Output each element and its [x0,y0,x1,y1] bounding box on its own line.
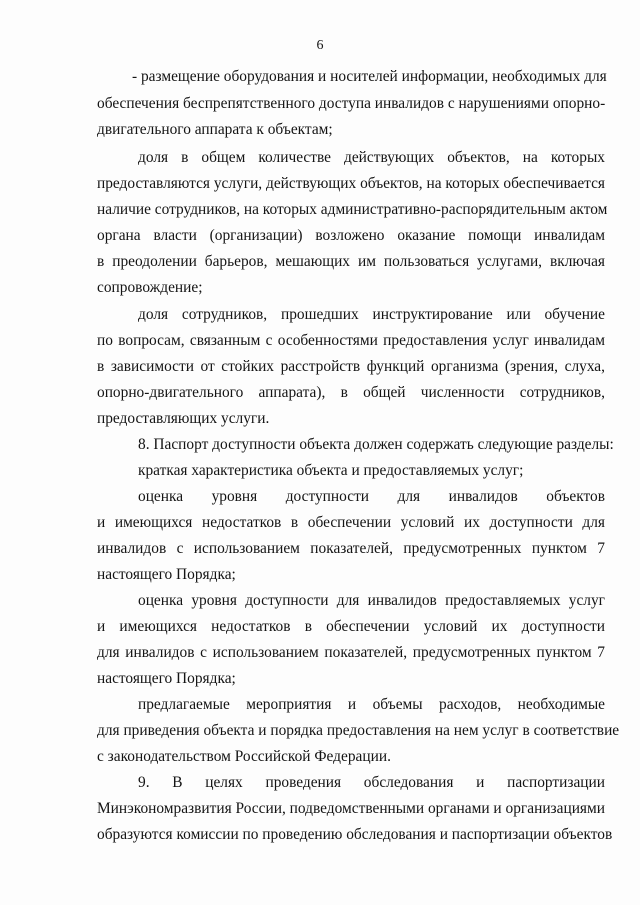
text-line: инвалидов с использованием показателей, предусмотренных пунктом 7 [97,540,605,557]
text-line: с законодательством Российской Федерации. [97,748,391,765]
text-line: доля сотрудников, прошедших инструктирование или обучение [138,306,605,323]
text-line: Минэкономразвития России, подведомственными органами и организациями [97,800,605,817]
text-line: оценка уровня доступности для инвалидов объектов [138,488,605,505]
text-line: органа власти (организации) возложено оказание помощи инвалидам [97,227,605,244]
text-line: 8. Паспорт доступности объекта должен содержать следующие разделы: [138,436,614,453]
text-line: обеспечения беспрепятственного доступа инвалидов с нарушениями опорно- [97,95,606,112]
text-line: оценка уровня доступности для инвалидов предоставляемых услуг [138,592,605,609]
text-line: по вопросам, связанным с особенностями предоставления услуг инвалидам [97,332,605,349]
text-line: 9. В целях проведения обследования и паспортизации [138,774,605,791]
text-line: в преодолении барьеров, мешающих им пользоваться услугами, включая [97,253,605,270]
text-line: для приведения объекта и порядка предоставления на нем услуг в соответствие [97,722,620,739]
text-line: доля в общем количестве действующих объектов, на которых [138,149,605,166]
text-line: предоставляющих услуги. [97,410,270,427]
text-line: краткая характеристика объекта и предоставляемых услуг; [138,462,524,479]
text-line: для инвалидов с использованием показателей, предусмотренных пунктом 7 [97,644,605,661]
text-line: и имеющихся недостатков в обеспечении условий их доступности [97,618,605,635]
text-line: и имеющихся недостатков в обеспечении условий их доступности для [97,514,605,531]
text-line: предоставляются услуги, действующих объектов, на которых обеспечивается [97,175,605,192]
text-line: двигательного аппарата к объектам; [97,121,333,138]
text-line: предлагаемые мероприятия и объемы расходов, необходимые [138,696,605,713]
text-line: образуются комиссии по проведению обследования и паспортизации объектов [97,826,613,843]
text-line: настоящего Порядка; [97,566,236,583]
text-line: опорно-двигательного аппарата), в общей численности сотрудников, [97,384,605,401]
text-line: настоящего Порядка; [97,670,236,687]
page-number: 6 [316,38,324,53]
text-line: - размещение оборудования и носителей информации, необходимых для [132,68,607,85]
text-line: в зависимости от стойких расстройств функций организма (зрения, слуха, [97,358,605,375]
text-line: сопровождение; [97,279,203,296]
text-line: наличие сотрудников, на которых административно-распорядительным актом [97,201,608,218]
